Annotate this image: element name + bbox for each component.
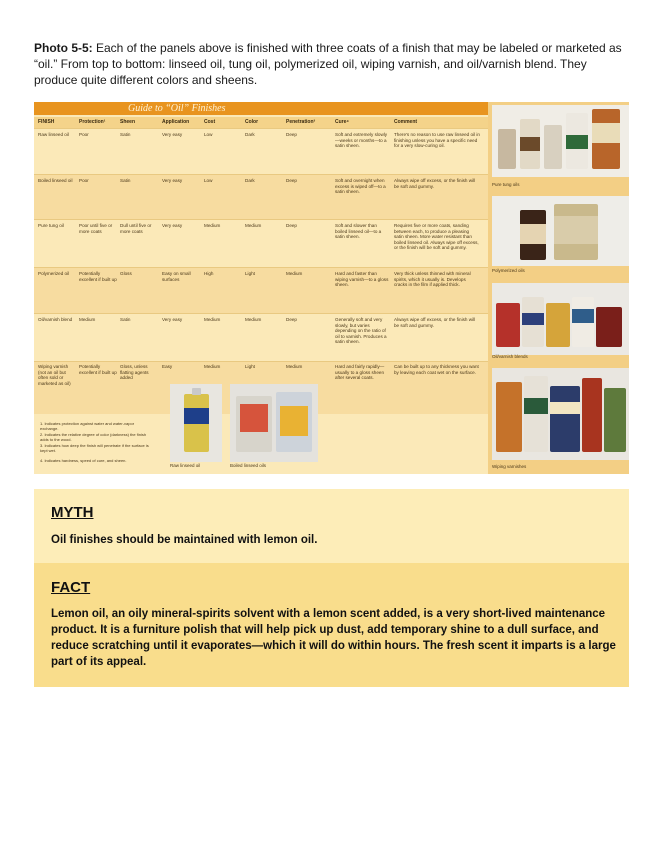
cell-protection: Potentially excellent if built up bbox=[79, 271, 117, 282]
cell-color: Dark bbox=[245, 132, 255, 137]
can bbox=[524, 376, 548, 452]
cell-comment: Can be built up to any thickness you want by leaving each coat wet on the surface. bbox=[394, 364, 479, 375]
cell-color: Light bbox=[245, 271, 255, 276]
photo-caption bbox=[34, 40, 630, 88]
myth-heading: MYTH bbox=[51, 504, 94, 521]
can-label bbox=[524, 398, 548, 414]
cell-color: Medium bbox=[245, 223, 262, 228]
polymerized-oils-photo bbox=[492, 196, 629, 266]
cell-comment: Always wipe off excess, or the finish will be soft and gummy. bbox=[394, 178, 476, 189]
footnote: 4. Indicates hardness, speed of cure, and sheen. bbox=[40, 458, 127, 463]
footnote: 1. Indicates protection against water and water-vapor exchange. bbox=[40, 421, 135, 431]
cell-protection: Poor until five or more coats bbox=[79, 223, 113, 234]
cell-protection: Poor bbox=[79, 132, 89, 137]
can bbox=[582, 378, 602, 452]
cell-application: Easy bbox=[162, 364, 173, 369]
cell-cure: Soft and overnight when excess is wiped off—to a satin sheen. bbox=[335, 178, 386, 195]
myth-text: Oil finishes should be maintained with lemon oil. bbox=[51, 534, 318, 546]
cell-penetration: Deep bbox=[286, 132, 297, 137]
cell-finish: Oil/varnish blend bbox=[38, 317, 73, 322]
cell-cost: Low bbox=[204, 132, 213, 137]
cell-comment: Requires five or more coats, sanding between each, to produce a pleasing satin sheen. More water resistant than boiled linseed oil. Always wipe off excess, or the finish will be soft and gummy. bbox=[394, 223, 479, 251]
header-comment: Comment bbox=[394, 119, 418, 125]
cell-protection: Potentially excellent if built up bbox=[79, 364, 117, 375]
cell-cure: Generally soft and very slowly, but varies depending on the ratio of oil to varnish. Produces a satin sheen. bbox=[335, 317, 387, 345]
can bbox=[604, 388, 626, 452]
header-sheen: Sheen bbox=[120, 119, 136, 125]
cell-cost: High bbox=[204, 271, 214, 276]
fact-box bbox=[34, 563, 629, 687]
cell-application: Very easy bbox=[162, 223, 183, 228]
cell-finish: Pure tung oil bbox=[38, 223, 64, 228]
header-cost: Cost bbox=[204, 119, 216, 125]
can bbox=[596, 307, 622, 347]
can bbox=[550, 386, 580, 452]
cell-cost: Low bbox=[204, 178, 213, 183]
caption-text: Each of the panels above is finished with three coats of a finish that may be labeled or marketed as “oil.” From top to bottom: linseed oil, tung oil, polymerized oil, wiping varnish, and oil/varnish blend. They produce quite different colors and sheens. bbox=[34, 41, 622, 87]
raw-linseed-oil-photo bbox=[170, 384, 222, 462]
cell-finish: Raw linseed oil bbox=[38, 132, 69, 137]
oil-finishes-figure bbox=[34, 102, 629, 474]
cell-color: Medium bbox=[245, 317, 262, 322]
cell-application: Very easy bbox=[162, 178, 183, 183]
cell-finish: Wiping varnish (not an oil but often sold or marketed as oil) bbox=[38, 364, 71, 386]
can-label bbox=[550, 402, 580, 414]
cell-cost: Medium bbox=[204, 223, 221, 228]
footnote: 3. Indicates how deep the finish will penetrate if the surface is kept wet. bbox=[40, 443, 149, 453]
guide-header-bar bbox=[34, 102, 488, 115]
cell-penetration: Deep bbox=[286, 178, 297, 183]
cell-cure: Soft and extremely slowly—weeks or months—to a satin sheen. bbox=[335, 132, 388, 149]
cell-protection: Poor bbox=[79, 178, 89, 183]
can-label bbox=[592, 123, 620, 143]
cell-sheen: Satin bbox=[120, 132, 131, 137]
photo-label-blend: Oil/varnish blends bbox=[492, 354, 528, 359]
cell-sheen: Gloss, unless flatting agents added bbox=[120, 364, 149, 381]
can-label bbox=[520, 137, 540, 151]
cell-cost: Medium bbox=[204, 317, 221, 322]
header-finish: FINISH bbox=[38, 119, 55, 125]
photo-label-wiping: Wiping varnishes bbox=[492, 464, 527, 469]
photo-label-raw: Raw linseed oil bbox=[170, 463, 201, 468]
header-color: Color bbox=[245, 119, 259, 125]
header-protection: Protection¹ bbox=[79, 119, 106, 125]
cell-finish: Boiled linseed oil bbox=[38, 178, 73, 183]
cell-comment: Always wipe off excess, or the finish will be soft and gummy. bbox=[394, 317, 476, 328]
photo-label-tung: Pure tung oils bbox=[492, 182, 520, 187]
can-label bbox=[520, 224, 546, 244]
can-cap bbox=[192, 388, 201, 395]
cell-sheen: Satin bbox=[120, 317, 131, 322]
cell-penetration: Deep bbox=[286, 223, 297, 228]
cell-cost: Medium bbox=[204, 364, 221, 369]
oil-varnish-blends-photo bbox=[492, 283, 629, 355]
cell-finish: Polymerized oil bbox=[38, 271, 70, 276]
cell-sheen: Satin bbox=[120, 178, 131, 183]
cell-color: Light bbox=[245, 364, 255, 369]
header-application: Application bbox=[162, 119, 190, 125]
can-label bbox=[240, 404, 268, 432]
guide-table bbox=[34, 102, 488, 474]
caption-label: Photo 5-5: bbox=[34, 41, 93, 55]
fact-text: Lemon oil, an oily mineral-spirits solvent with a lemon scent added, is a very short-lived maintenance product. It is a furniture polish that will help pick up dust, add temporary shine to a dull surface, and reduce scratching until it evaporates—which it will do within hours. The fresh scent it imparts is a large part of its appeal. bbox=[51, 608, 616, 668]
cell-cure: Hard and fairly rapidly—usually to a gloss sheen after several coats. bbox=[335, 364, 385, 381]
can-label bbox=[572, 309, 594, 323]
can bbox=[546, 303, 570, 347]
tung-oils-photo bbox=[492, 105, 629, 177]
cell-color: Dark bbox=[245, 178, 255, 183]
cell-penetration: Medium bbox=[286, 364, 303, 369]
cell-comment: Very thick unless thinned with mineral spirits, which it usually is. Develops cracks in the film if applied thick. bbox=[394, 271, 471, 288]
cell-application: Very easy bbox=[162, 317, 183, 322]
header-cure: Cure⁴ bbox=[335, 119, 349, 125]
fact-heading: FACT bbox=[51, 579, 91, 596]
photo-label-boiled: Boiled linseed oils bbox=[230, 463, 267, 468]
can-label bbox=[566, 135, 588, 149]
cell-comment: There's no reason to use raw linseed oil in finishing unless you have a specific need for a very slow-curing oil. bbox=[394, 132, 480, 149]
wiping-varnishes-photo bbox=[492, 368, 629, 460]
can bbox=[544, 125, 562, 169]
cell-protection: Medium bbox=[79, 317, 96, 322]
cell-cure: Soft and slower than boiled linseed oil—to a satin sheen. bbox=[335, 223, 382, 240]
myth-box bbox=[34, 489, 629, 563]
can-label bbox=[554, 216, 598, 244]
footnote: 2. Indicates the relative degree of color (darkness) the finish adds to the wood. bbox=[40, 432, 147, 442]
can-label bbox=[184, 408, 209, 424]
boiled-linseed-oil-photo bbox=[230, 384, 318, 462]
guide-title: Guide to “Oil” Finishes bbox=[128, 103, 226, 114]
photo-label-polymerized: Polymerized oils bbox=[492, 268, 525, 273]
cell-penetration: Deep bbox=[286, 317, 297, 322]
cell-sheen: Gloss bbox=[120, 271, 132, 276]
can bbox=[498, 129, 516, 169]
cell-sheen: Dull until five or more coats bbox=[120, 223, 152, 234]
cell-application: Very easy bbox=[162, 132, 183, 137]
cell-penetration: Medium bbox=[286, 271, 303, 276]
header-penetration: Penetration³ bbox=[286, 119, 316, 125]
can bbox=[496, 303, 520, 347]
cell-cure: Hard and faster than wiping varnish—to a gloss sheen. bbox=[335, 271, 389, 288]
can bbox=[496, 382, 522, 452]
can-label bbox=[522, 313, 544, 325]
can-label bbox=[280, 406, 308, 436]
cell-application: Easy on small surfaces bbox=[162, 271, 191, 282]
